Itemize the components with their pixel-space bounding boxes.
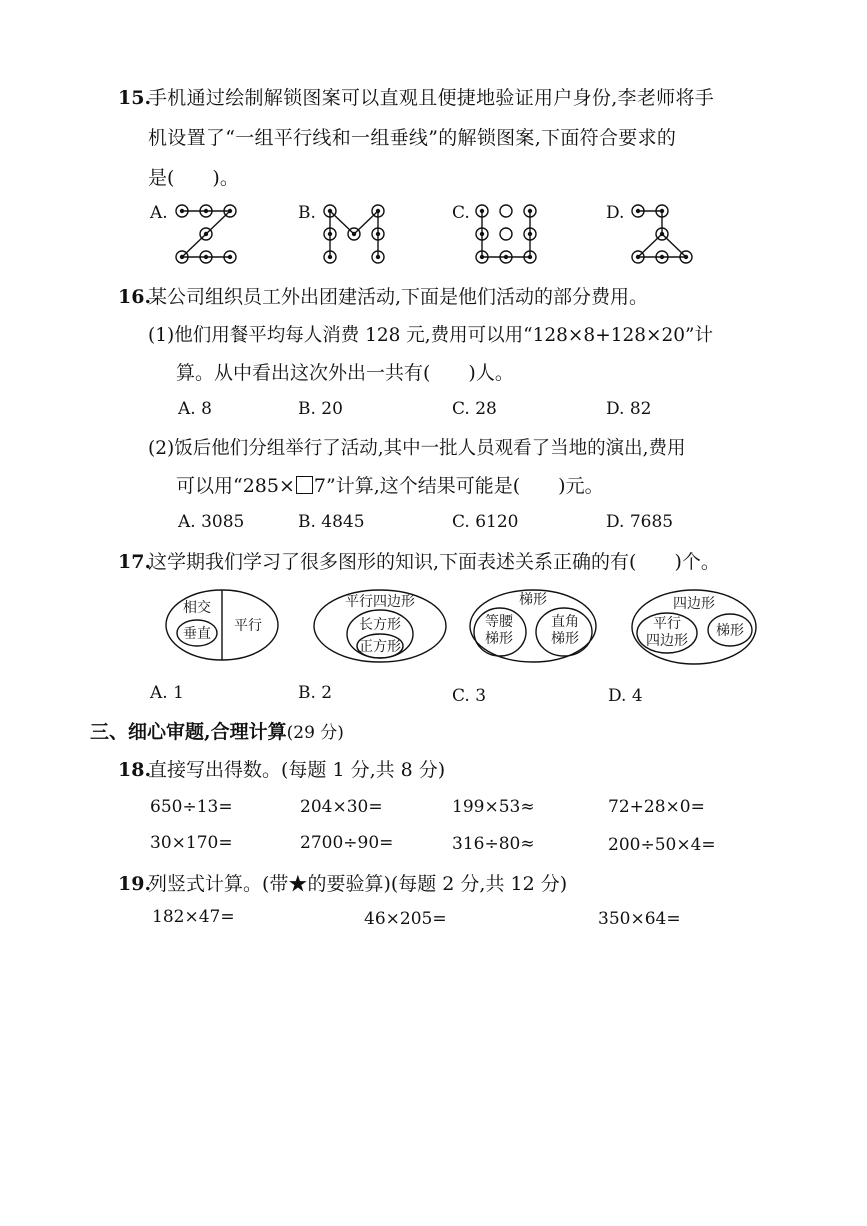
q17-d3-isosceles-label-2: 梯形	[485, 631, 513, 647]
q17-diagram-1	[164, 588, 280, 664]
q17-d3-right-label-1: 直角	[551, 614, 579, 630]
q19-stem-start: 列竖式计算。(带	[148, 873, 289, 895]
q17-d3-trapezoid-label: 梯形	[519, 592, 547, 608]
q17-stem: 这学期我们学习了很多图形的知识,下面表述关系正确的有( )个。	[148, 551, 720, 573]
q17-option-b[interactable]: B. 2	[298, 683, 333, 703]
q15-number: 15.	[118, 87, 152, 109]
q15-option-a-label: A.	[150, 203, 168, 223]
section3-score: (29 分)	[286, 723, 344, 743]
q17-d4-quadrilateral-label: 四边形	[673, 596, 715, 612]
q18-item-4: 72+28×0=	[608, 797, 705, 817]
q18-number: 18.	[118, 759, 152, 781]
q18-item-2: 204×30=	[300, 797, 383, 817]
q15-option-d-label: D.	[606, 203, 625, 223]
q16-blank-box[interactable]	[296, 476, 313, 494]
q17-d4-trapezoid-label: 梯形	[716, 623, 744, 639]
q15-option-b-label: B.	[298, 203, 316, 223]
q19-item-2: 46×205=	[364, 909, 447, 929]
q18-item-1: 650÷13=	[150, 797, 233, 817]
q17-d2-rectangle-label: 长方形	[359, 617, 401, 633]
q15-line2: 机设置了“一组平行线和一组垂线”的解锁图案,下面符合要求的	[148, 127, 677, 149]
q16-part2-line2	[176, 474, 604, 498]
q16-part2-line1: (2)饭后他们分组举行了活动,其中一批人员观看了当地的演出,费用	[148, 438, 686, 459]
q16-part2-line2-start: 可以用“285×	[176, 475, 295, 497]
q15-line1: 手机通过绘制解锁图案可以直观且便捷地验证用户身份,李老师将手	[148, 87, 715, 109]
q17-d3-isosceles-label-1: 等腰	[485, 614, 513, 630]
q15-option-a-pattern-icon[interactable]	[170, 200, 240, 264]
q18-item-5: 30×170=	[150, 833, 233, 853]
q19-stem-end: 的要验算)(每题 2 分,共 12 分)	[307, 873, 568, 895]
q17-option-d[interactable]: D. 4	[608, 686, 643, 706]
q17-diagram-4	[630, 588, 758, 668]
q18-item-6: 2700÷90=	[300, 833, 394, 853]
q17-d2-square-label: 正方形	[359, 639, 401, 655]
q16-part2-option-c[interactable]: C. 6120	[452, 512, 519, 532]
q15-option-c-pattern-icon[interactable]	[470, 200, 540, 264]
section3-title: 三、细心审题,合理计算	[90, 721, 287, 743]
q18-item-7: 316÷80≈	[452, 834, 535, 854]
q18-item-3: 199×53≈	[452, 797, 535, 817]
q17-d3-right-label-2: 梯形	[551, 631, 579, 647]
q15-line3: 是( )。	[148, 167, 239, 189]
q17-d1-parallel-label: 平行	[234, 618, 262, 634]
q17-d1-perpendicular-label: 垂直	[183, 626, 211, 642]
q17-number: 17.	[118, 551, 152, 573]
q15-option-c-label: C.	[452, 203, 470, 223]
q17-d4-parallelogram-label-1: 平行	[653, 616, 681, 632]
q16-part2-line2-end: 7”计算,这个结果可能是( )元。	[313, 475, 604, 497]
q16-part1-line1: (1)他们用餐平均每人消费 128 元,费用可以用“128×8+128×20”计	[148, 325, 714, 346]
q17-option-c[interactable]: C. 3	[452, 686, 487, 706]
q16-number: 16.	[118, 286, 152, 308]
q17-option-a[interactable]: A. 1	[150, 683, 184, 703]
q16-part1-line2: 算。从中看出这次外出一共有( )人。	[176, 362, 514, 384]
q19-item-3: 350×64=	[598, 909, 681, 929]
q16-part2-option-d[interactable]: D. 7685	[606, 512, 674, 532]
q16-part1-option-c[interactable]: C. 28	[452, 399, 497, 419]
q16-part2-option-a[interactable]: A. 3085	[178, 512, 245, 532]
q19-item-1: 182×47=	[152, 907, 235, 927]
q19-stem	[148, 872, 567, 896]
q16-part1-option-b[interactable]: B. 20	[298, 399, 343, 419]
q17-d2-parallelogram-label: 平行四边形	[345, 594, 415, 610]
q17-diagram-3	[468, 588, 598, 666]
q17-d1-intersect-label: 相交	[183, 600, 211, 616]
star-icon: ★	[288, 873, 308, 895]
q16-part1-option-d[interactable]: D. 82	[606, 399, 652, 419]
q17-diagram-2	[312, 588, 448, 666]
q19-number: 19.	[118, 873, 152, 895]
q15-option-d-pattern-icon[interactable]	[626, 200, 698, 264]
q18-item-8: 200÷50×4=	[608, 835, 716, 855]
q16-stem: 某公司组织员工外出团建活动,下面是他们活动的部分费用。	[148, 286, 649, 308]
q16-part1-option-a[interactable]: A. 8	[178, 399, 212, 419]
q18-stem: 直接写出得数。(每题 1 分,共 8 分)	[148, 759, 446, 781]
q17-d4-parallelogram-label-2: 四边形	[646, 633, 688, 649]
q16-part2-option-b[interactable]: B. 4845	[298, 512, 365, 532]
q15-option-b-pattern-icon[interactable]	[318, 200, 388, 264]
section3-heading	[90, 720, 344, 745]
